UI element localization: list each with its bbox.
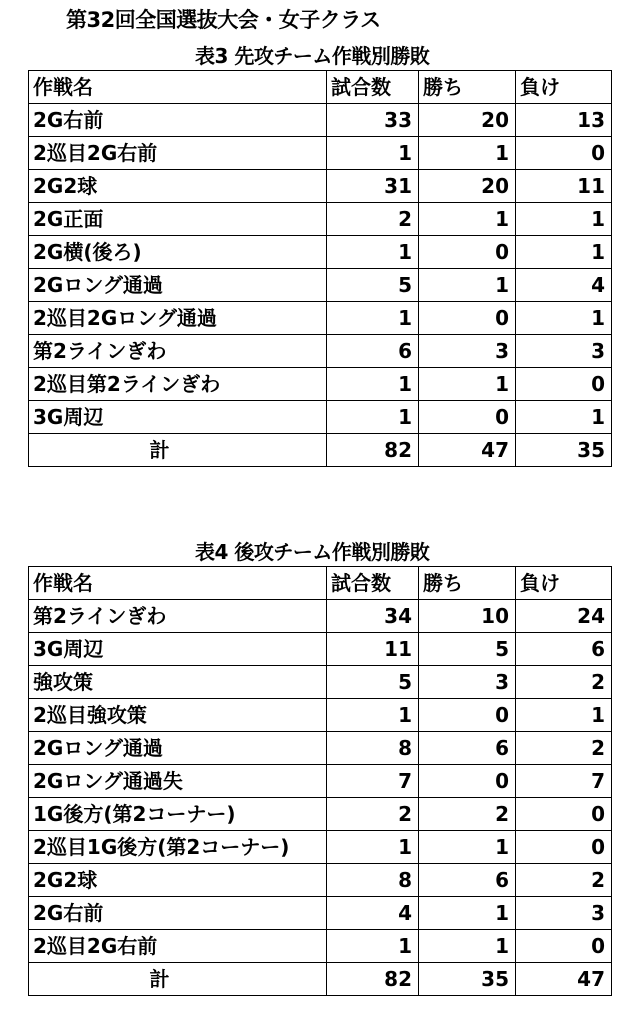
cell-games: 7: [327, 765, 419, 798]
cell-losses: 2: [516, 666, 612, 699]
cell-wins: 3: [419, 335, 516, 368]
table-row: [29, 335, 612, 368]
table-row: [29, 401, 612, 434]
cell-losses: 13: [516, 104, 612, 137]
table-row: [29, 666, 612, 699]
cell-strategy: 2G横(後ろ): [29, 236, 327, 269]
cell-losses: 1: [516, 401, 612, 434]
table4-caption: 表4 後攻チーム作戦別勝敗: [195, 540, 430, 564]
cell-losses: 0: [516, 137, 612, 170]
table4-header-row: [29, 567, 612, 600]
cell-games: 8: [327, 732, 419, 765]
header-wins: 勝ち: [419, 567, 516, 600]
cell-games: 31: [327, 170, 419, 203]
table-row: [29, 104, 612, 137]
cell-losses: 1: [516, 302, 612, 335]
cell-losses: 3: [516, 335, 612, 368]
cell-games: 2: [327, 203, 419, 236]
table3-caption: 表3 先攻チーム作戦別勝敗: [195, 44, 430, 68]
cell-losses: 0: [516, 368, 612, 401]
table3-first-attack-strategy: [28, 70, 612, 467]
cell-strategy: 2巡目強攻策: [29, 699, 327, 732]
cell-losses: 0: [516, 831, 612, 864]
cell-strategy: 2巡目2G右前: [29, 137, 327, 170]
cell-games: 1: [327, 699, 419, 732]
cell-games: 2: [327, 798, 419, 831]
cell-strategy: 2G正面: [29, 203, 327, 236]
total-wins: 47: [419, 434, 516, 467]
table3-body: [29, 104, 612, 467]
cell-strategy: 2Gロング通過失: [29, 765, 327, 798]
cell-games: 1: [327, 401, 419, 434]
cell-games: 1: [327, 137, 419, 170]
header-losses: 負け: [516, 567, 612, 600]
table-row: [29, 368, 612, 401]
cell-strategy: 2巡目第2ラインぎわ: [29, 368, 327, 401]
header-games: 試合数: [327, 71, 419, 104]
cell-strategy: 第2ラインぎわ: [29, 600, 327, 633]
table-row: [29, 203, 612, 236]
table-row: [29, 699, 612, 732]
table3-header-row: [29, 71, 612, 104]
header-strategy: 作戦名: [29, 567, 327, 600]
cell-games: 1: [327, 236, 419, 269]
page-title: 第32回全国選抜大会・女子クラス: [66, 8, 381, 32]
cell-wins: 1: [419, 930, 516, 963]
table-row: [29, 633, 612, 666]
cell-games: 11: [327, 633, 419, 666]
cell-wins: 2: [419, 798, 516, 831]
table-row: [29, 302, 612, 335]
table-row: [29, 864, 612, 897]
cell-strategy: 2Gロング通過: [29, 732, 327, 765]
cell-wins: 0: [419, 302, 516, 335]
cell-strategy: 2Gロング通過: [29, 269, 327, 302]
cell-wins: 0: [419, 699, 516, 732]
total-row: [29, 434, 612, 467]
cell-wins: 1: [419, 203, 516, 236]
cell-strategy: 2巡目1G後方(第2コーナー): [29, 831, 327, 864]
cell-losses: 0: [516, 798, 612, 831]
cell-strategy: 1G後方(第2コーナー): [29, 798, 327, 831]
cell-wins: 0: [419, 765, 516, 798]
cell-losses: 1: [516, 699, 612, 732]
cell-strategy: 3G周辺: [29, 633, 327, 666]
cell-wins: 0: [419, 401, 516, 434]
total-games: 82: [327, 963, 419, 996]
total-label: 計: [29, 963, 327, 996]
cell-strategy: 第2ラインぎわ: [29, 335, 327, 368]
cell-losses: 7: [516, 765, 612, 798]
table-row: [29, 269, 612, 302]
cell-wins: 1: [419, 137, 516, 170]
cell-games: 1: [327, 368, 419, 401]
cell-losses: 1: [516, 203, 612, 236]
total-losses: 47: [516, 963, 612, 996]
cell-wins: 1: [419, 831, 516, 864]
cell-strategy: 2巡目2G右前: [29, 930, 327, 963]
cell-wins: 3: [419, 666, 516, 699]
cell-losses: 1: [516, 236, 612, 269]
table4-second-attack-strategy: [28, 566, 612, 996]
cell-games: 33: [327, 104, 419, 137]
total-label: 計: [29, 434, 327, 467]
header-wins: 勝ち: [419, 71, 516, 104]
cell-wins: 6: [419, 864, 516, 897]
table-row: [29, 236, 612, 269]
cell-losses: 2: [516, 864, 612, 897]
table-row: [29, 897, 612, 930]
header-losses: 負け: [516, 71, 612, 104]
total-wins: 35: [419, 963, 516, 996]
cell-losses: 6: [516, 633, 612, 666]
cell-losses: 24: [516, 600, 612, 633]
table-row: [29, 170, 612, 203]
cell-games: 5: [327, 666, 419, 699]
table-row: [29, 798, 612, 831]
cell-wins: 20: [419, 104, 516, 137]
cell-wins: 20: [419, 170, 516, 203]
cell-losses: 4: [516, 269, 612, 302]
cell-games: 4: [327, 897, 419, 930]
total-losses: 35: [516, 434, 612, 467]
cell-wins: 1: [419, 368, 516, 401]
cell-losses: 3: [516, 897, 612, 930]
table-row: [29, 831, 612, 864]
cell-strategy: 2G2球: [29, 864, 327, 897]
cell-strategy: 2巡目2Gロング通過: [29, 302, 327, 335]
cell-games: 1: [327, 930, 419, 963]
table-row: [29, 137, 612, 170]
table-row: [29, 765, 612, 798]
total-row: [29, 963, 612, 996]
cell-wins: 1: [419, 269, 516, 302]
cell-games: 6: [327, 335, 419, 368]
cell-losses: 11: [516, 170, 612, 203]
cell-games: 5: [327, 269, 419, 302]
table-row: [29, 732, 612, 765]
cell-games: 34: [327, 600, 419, 633]
cell-games: 1: [327, 302, 419, 335]
table-row: [29, 600, 612, 633]
header-games: 試合数: [327, 567, 419, 600]
header-strategy: 作戦名: [29, 71, 327, 104]
cell-losses: 2: [516, 732, 612, 765]
table4-body: [29, 600, 612, 996]
cell-wins: 5: [419, 633, 516, 666]
cell-wins: 1: [419, 897, 516, 930]
table-row: [29, 930, 612, 963]
cell-games: 1: [327, 831, 419, 864]
total-games: 82: [327, 434, 419, 467]
cell-losses: 0: [516, 930, 612, 963]
cell-wins: 6: [419, 732, 516, 765]
cell-strategy: 2G右前: [29, 897, 327, 930]
cell-strategy: 強攻策: [29, 666, 327, 699]
cell-strategy: 3G周辺: [29, 401, 327, 434]
cell-strategy: 2G2球: [29, 170, 327, 203]
cell-wins: 10: [419, 600, 516, 633]
cell-games: 8: [327, 864, 419, 897]
cell-strategy: 2G右前: [29, 104, 327, 137]
cell-wins: 0: [419, 236, 516, 269]
